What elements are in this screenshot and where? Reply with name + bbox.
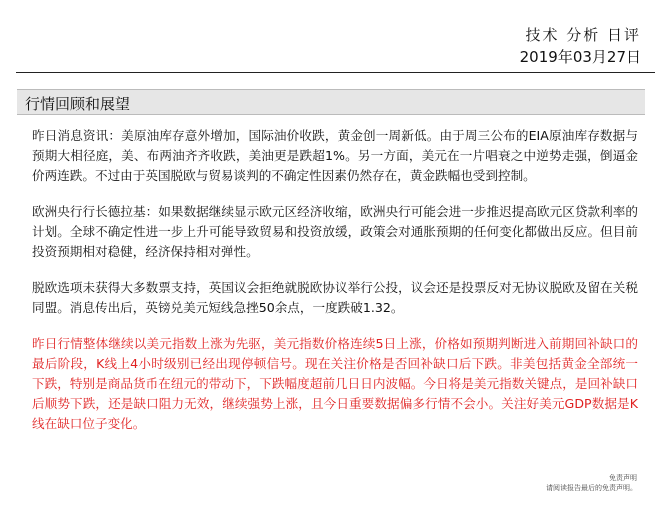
disclaimer-text: 请阅读报告最后的免责声明。 (546, 484, 637, 492)
report-body (32, 126, 638, 450)
disclaimer-title: 免责声明 (609, 474, 637, 482)
report-header (520, 24, 641, 68)
header-divider (16, 72, 655, 73)
paragraph-news: 昨日消息资讯：美原油库存意外增加，国际油价收跌，黄金创一周新低。由于周三公布的EIA原油库存数据与预期大相径庭，美、布两油齐齐收跌，美油更是跌超1%。另一方面，美元在一片唱衰之中逆势走强，倒逼金价两连跌。不过由于英国脱欧与贸易谈判的不确定性因素仍然存在，黄金跌幅也受到控制。 (32, 128, 638, 183)
report-date: 2019年03月27日 (519, 48, 641, 66)
report-title: 技术 分析 日评 (525, 26, 641, 44)
paragraph-brexit: 脱欧选项未获得大多数票支持，英国议会拒绝就脱欧协议举行公投，议会还是投票反对无协议脱欧及留在关税同盟。消息传出后，英镑兑美元短线急挫50余点，一度跌破1.32。 (32, 280, 638, 315)
section-title: 行情回顾和展望 (25, 95, 131, 113)
paragraph-market-review: 昨日行情整体继续以美元指数上涨为先驱，美元指数价格连续5日上涨，价格如预期判断进入前期回补缺口的最后阶段，K线上4小时级别已经出现停顿信号。现在关注价格是否回补缺口后下跌。非美包括黄金全部统一下跌，特别是商品货币在纽元的带动下，下跌幅度超前几日日内波幅。今日将是美元指数关键点，是回补缺口后顺势下跌，还是缺口阻力无效，继续强势上涨，且今日重要数据偏多行情不会小。关注好美元GDP数据是K线在缺口位子变化。 (32, 336, 638, 431)
disclaimer (546, 473, 637, 493)
paragraph-ecb: 欧洲央行行长德拉基：如果数据继续显示欧元区经济收缩，欧洲央行可能会进一步推迟提高欧元区贷款利率的计划。全球不确定性进一步上升可能导致贸易和投资放缓，政策会对通胀预期的任何变化都做出反应。但目前投资预期相对稳健，经济保持相对弹性。 (32, 204, 638, 259)
section-header (17, 89, 645, 115)
